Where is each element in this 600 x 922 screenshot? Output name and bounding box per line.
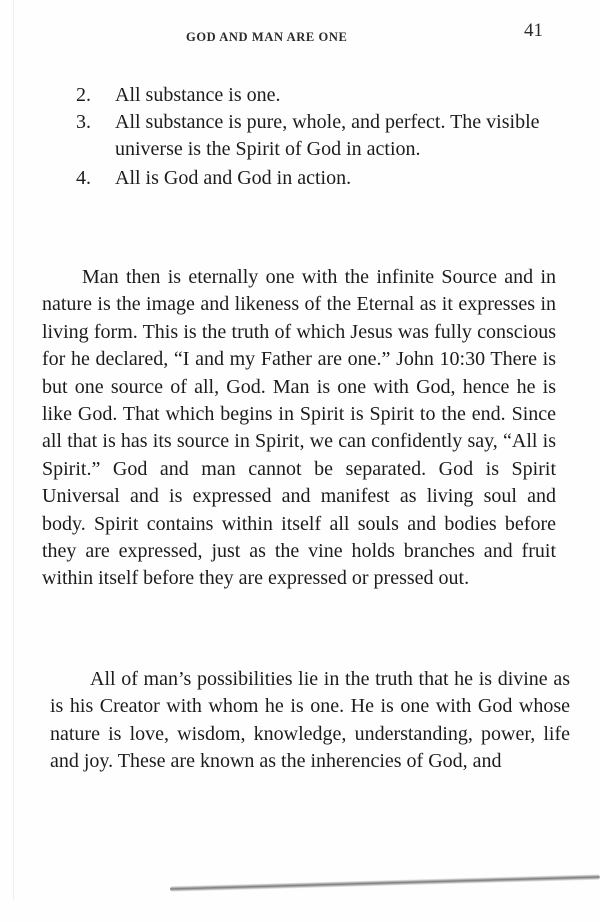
body-paragraph: All of man’s possibilities lie in the truth that he is divine as is his Creator with whom he is one. He is one with God whose nature is love, wisdom, knowledge, understanding, power, life and joy. These are known as the inherencies of God, and [50,668,570,773]
list-item [76,165,556,192]
list-text: All substance is pure, whole, and perfect. The visible universe is the Spirit of God in action. [115,111,540,160]
body-paragraph: Man then is eternally one with the infinite Source and in nature is the image and likeness of the Eternal as it expresses in living form. This is the truth of which Jesus was fully conscious for he declared, “I and my Father are one.” John 10:30 There is but one source of all, God. Man is one with God, hence he is like God. That which begins in Spirit is Spirit to the end. Since all that is has its source in Spirit, we can confidently say, “All is Spirit.” God and man cannot be separated. God is Spirit Universal and is expressed and manifest as living soul and body. Spirit contains within itself all souls and bodies before they are expressed, just as the vine holds branches and fruit within itself before they are expressed or pressed out. [42,266,556,590]
list-item [76,109,556,163]
running-title: GOD AND MAN ARE ONE [186,30,348,44]
page-left-edge [13,0,14,900]
list-number: 4. [76,167,91,189]
list-text: All is God and God in action. [115,167,352,189]
list-number: 3. [76,111,91,133]
list-text: All substance is one. [115,84,281,106]
numbered-list [76,82,556,192]
page-number: 41 [524,20,543,41]
list-number: 2. [76,84,91,106]
list-item [76,82,556,109]
scan-page-edge-shadow [170,874,600,892]
